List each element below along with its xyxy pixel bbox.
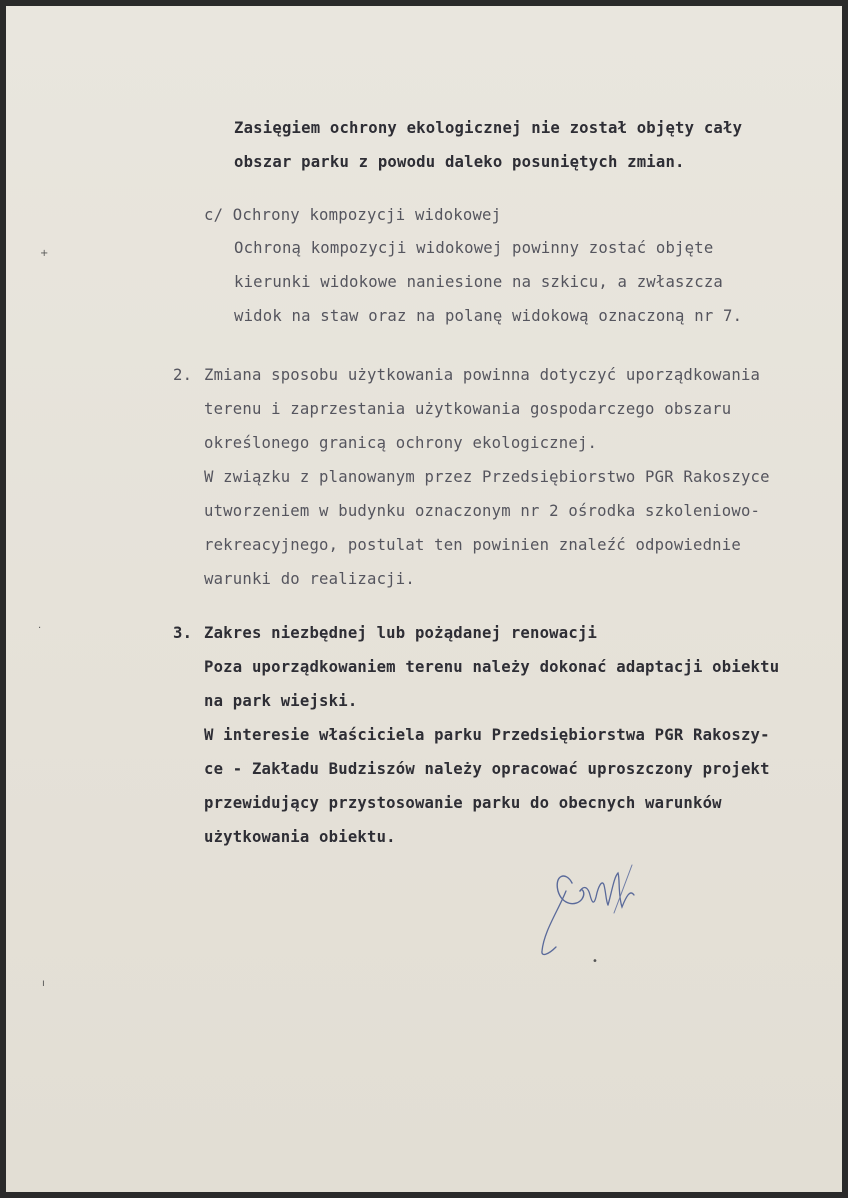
text-line: Zmiana sposobu użytkowania powinna dotyczyć uporządkowania: [204, 366, 761, 384]
text-line: W interesie właściciela parku Przedsiębiorstwa PGR Rakoszy-: [204, 726, 770, 744]
signature: [536, 861, 656, 971]
margin-mark: +: [40, 248, 49, 259]
text-line: kierunki widokowe naniesione na szkicu, a zwłaszcza: [234, 273, 723, 291]
text-line: widok na staw oraz na polanę widokową oznaczoną nr 7.: [234, 307, 743, 325]
text-line: na park wiejski.: [204, 692, 358, 710]
section-c-heading: c/ Ochrony kompozycji widokowej: [204, 206, 502, 224]
margin-mark: •: [592, 956, 598, 967]
text-line: przewidujący przystosowanie parku do obecnych warunków: [204, 794, 722, 812]
text-line: określonego granicą ochrony ekologicznej.: [204, 434, 598, 452]
text-line: Ochroną kompozycji widokowej powinny zostać objęte: [234, 239, 714, 257]
text-line: obszar parku z powodu daleko posuniętych zmian.: [234, 153, 685, 171]
text-line: użytkowania obiektu.: [204, 828, 396, 846]
text-line: warunki do realizacji.: [204, 570, 415, 588]
text-line: rekreacyjnego, postulat ten powinien znaleźć odpowiednie: [204, 536, 741, 554]
point-2-number: 2.: [173, 366, 193, 384]
text-line: ce - Zakładu Budziszów należy opracować uproszczony projekt: [204, 760, 770, 778]
margin-mark: ı: [42, 978, 45, 989]
text-line: Zasięgiem ochrony ekologicznej nie został objęty cały: [234, 119, 743, 137]
margin-mark: ·: [38, 623, 42, 634]
paper-sheet: [6, 6, 842, 1192]
text-line: Poza uporządkowaniem terenu należy dokonać adaptacji obiektu: [204, 658, 780, 676]
point-3-number: 3.: [173, 624, 193, 642]
text-line: terenu i zaprzestania użytkowania gospodarczego obszaru: [204, 400, 732, 418]
text-line: utworzeniem w budynku oznaczonym nr 2 ośrodka szkoleniowo-: [204, 502, 761, 520]
point-3-heading: Zakres niezbędnej lub pożądanej renowacji: [204, 624, 598, 642]
text-line: W związku z planowanym przez Przedsiębiorstwo PGR Rakoszyce: [204, 468, 770, 486]
